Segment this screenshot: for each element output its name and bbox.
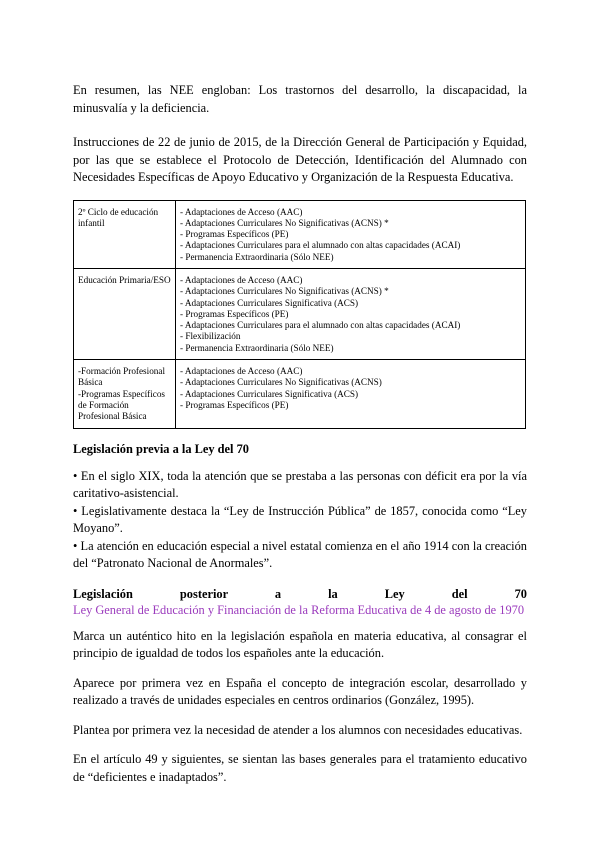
adaptation-item: - Adaptaciones Curriculares Significativa (ACS) (180, 297, 359, 308)
adaptation-item: - Adaptaciones Curriculares No Significativas (ACNS) * (180, 286, 389, 297)
document-page (73, 82, 527, 786)
adaptation-item: - Adaptaciones de Acceso (AAC) (180, 206, 303, 217)
table-row (74, 360, 526, 428)
table-cell-adaptations (176, 268, 526, 359)
adaptation-item: - Adaptaciones Curriculares para el alumnado con altas capacidades (ACAI) (180, 320, 461, 331)
posterior-heading: Legislación posterior a la Ley del 70 (73, 586, 527, 601)
level-label: -Programas Específicos de Formación Profesional Básica (78, 388, 165, 422)
table-row (74, 200, 526, 268)
table-cell-level (74, 360, 176, 428)
adaptation-item: - Programas Específicos (PE) (180, 229, 289, 240)
table-cell-adaptations (176, 200, 526, 268)
adaptation-item: - Programas Específicos (PE) (180, 399, 289, 410)
table-row (74, 268, 526, 359)
intro-paragraph: En resumen, las NEE engloban: Los trastornos del desarrollo, la discapacidad, la minusvalía y la deficiencia. (73, 83, 527, 115)
table-cell-level (74, 200, 176, 268)
adaptation-item: - Adaptaciones Curriculares para el alumnado con altas capacidades (ACAI) (180, 240, 461, 251)
adaptation-item: - Programas Específicos (PE) (180, 308, 289, 319)
adaptation-item: - Permanencia Extraordinaria (Sólo NEE) (180, 251, 334, 262)
level-label: -Formación Profesional Básica (78, 366, 166, 388)
adaptation-item: - Adaptaciones Curriculares No Significativas (ACNS) (180, 377, 382, 388)
level-label: Educación Primaria/ESO (78, 274, 171, 285)
adaptation-item: - Adaptaciones Curriculares Significativa (ACS) (180, 388, 359, 399)
adaptations-table (73, 200, 526, 429)
adaptation-item: - Flexibilización (180, 331, 241, 342)
posterior-paragraph-2: Aparece por primera vez en España el concepto de integración escolar, desarrollado y realizado a través de unidades especiales en centros ordinarios (González, 1995). (73, 675, 527, 708)
table-cell-level (74, 268, 176, 359)
table-cell-adaptations (176, 360, 526, 428)
adaptation-item: - Adaptaciones de Acceso (AAC) (180, 274, 303, 285)
posterior-paragraph-1: Marca un auténtico hito en la legislación española en materia educativa, al consagrar el principio de igualdad de todos los españoles ante la educación. (73, 628, 527, 661)
previa-bullet-1: • En el siglo XIX, toda la atención que se prestaba a las personas con déficit era por la vía caritativo-asistencial. (73, 468, 527, 501)
instructions-paragraph: Instrucciones de 22 de junio de 2015, de la Dirección General de Participación y Equidad, por las que se establece el Protocolo de Detección, Identificación del Alumnado con Necesidades Específicas de Apoyo Educativo y Organización de la Respuesta Educativa. (73, 135, 527, 184)
previa-bullet-3: • La atención en educación especial a nivel estatal comienza en el año 1914 con la creación del “Patronato Nacional de Anormales”. (73, 538, 527, 571)
adaptation-item: - Adaptaciones de Acceso (AAC) (180, 366, 303, 377)
adaptation-item: - Adaptaciones Curriculares No Significativas (ACNS) * (180, 217, 389, 228)
adaptation-item: - Permanencia Extraordinaria (Sólo NEE) (180, 342, 334, 353)
posterior-paragraph-4: En el artículo 49 y siguientes, se sientan las bases generales para el tratamiento educativo de “deficientes e inadaptados”. (73, 752, 527, 784)
previa-heading: Legislación previa a la Ley del 70 (73, 441, 249, 456)
level-label: 2º Ciclo de educación infantil (78, 206, 159, 228)
previa-bullet-2: • Legislativamente destaca la “Ley de Instrucción Pública” de 1857, conocida como “Ley Moyano”. (73, 503, 527, 536)
posterior-subtitle: Ley General de Educación y Financiación de la Reforma Educativa de 4 de agosto de 1970 (73, 602, 525, 617)
posterior-paragraph-3: Plantea por primera vez la necesidad de atender a los alumnos con necesidades educativas. (73, 722, 523, 737)
previa-bullets (73, 468, 527, 573)
